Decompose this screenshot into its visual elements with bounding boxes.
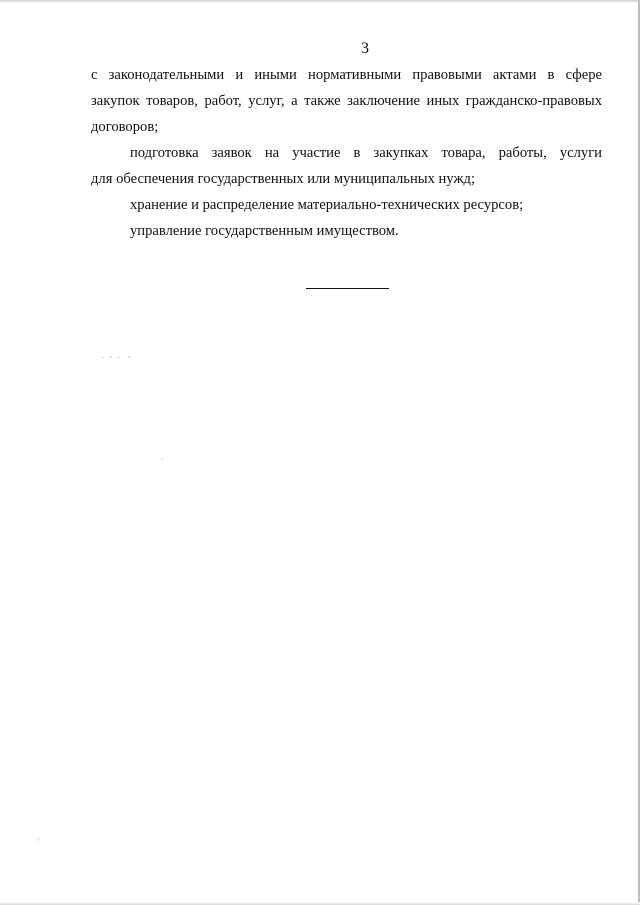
scan-speck: [117, 357, 120, 358]
text-line: управление государственным имуществом.: [130, 223, 399, 239]
scan-speck: [38, 838, 39, 841]
text-line: с законодательными и иными нормативными правовыми актами в сфере: [91, 67, 602, 83]
paragraph-legal-acts: [91, 62, 602, 140]
text-line: для обеспечения государственных или муниципальных нужд;: [91, 171, 476, 187]
scan-speck: [110, 356, 112, 358]
scan-speck: [128, 356, 130, 358]
paragraph-bid-preparation: [91, 140, 602, 192]
text-line: закупок товаров, работ, услуг, а также заключение иных гражданско-правовых: [91, 93, 602, 109]
text-line: договоров;: [91, 119, 159, 135]
scan-edge-top: [0, 0, 640, 3]
document-body: [91, 62, 602, 244]
text-line: хранение и распределение материально-технических ресурсов;: [130, 197, 524, 213]
text-line: подготовка заявок на участие в закупках товара, работы, услуги: [130, 145, 602, 161]
paragraph-property-management: [91, 218, 602, 244]
page-number: 3: [361, 40, 369, 57]
scan-speck: [162, 458, 163, 460]
section-separator-line: [306, 288, 389, 289]
scan-speck: [102, 357, 104, 358]
paragraph-storage: [91, 192, 602, 218]
